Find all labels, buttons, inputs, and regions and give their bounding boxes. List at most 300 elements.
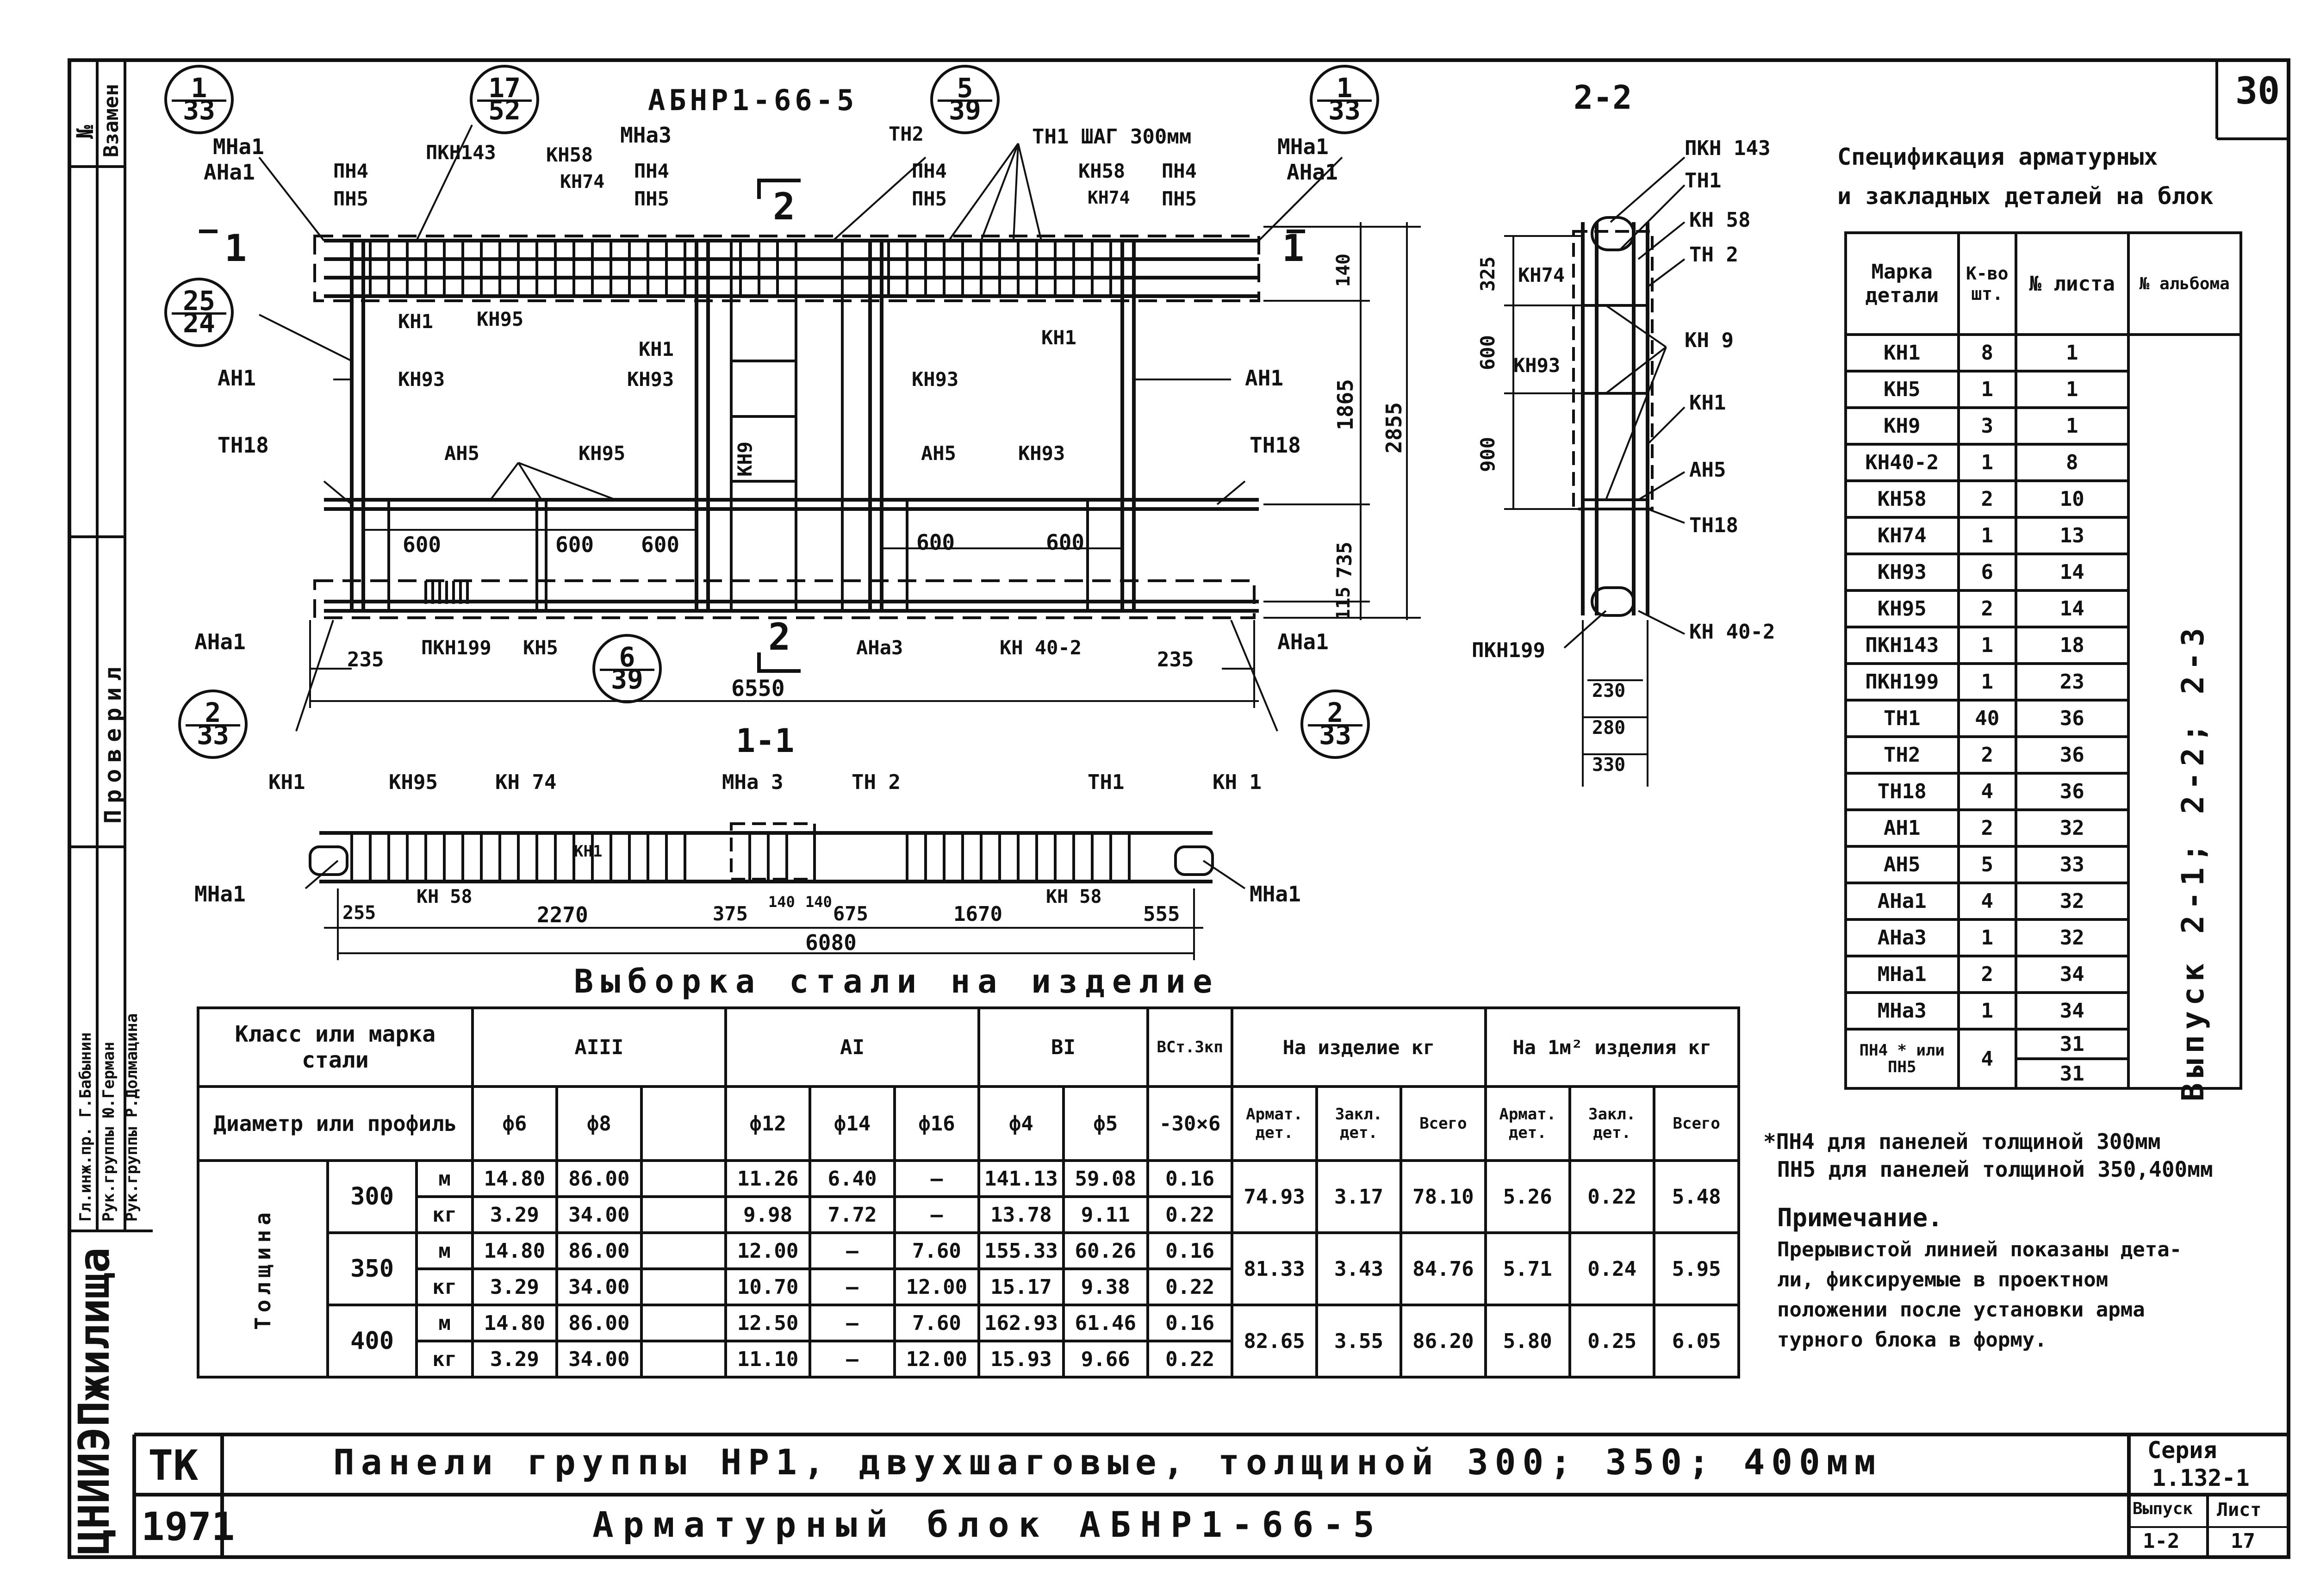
s22-dim-280: 280 — [1592, 717, 1626, 739]
spec-sheet: 34 — [2016, 993, 2128, 1029]
spec-header-album: № альбома — [2128, 233, 2241, 335]
steel-thickness-label — [198, 1161, 328, 1377]
steel-value: — — [810, 1233, 894, 1269]
label-an1-right: АН1 — [1245, 366, 1284, 391]
stamp-year: 1971 — [141, 1504, 235, 1549]
steel-unit: кг — [417, 1341, 472, 1377]
spec-qty: 3 — [1959, 408, 2016, 444]
label-an1-left: АН1 — [218, 366, 256, 391]
label-kn58-left: КН58 — [546, 143, 593, 166]
steel-value: 9.38 — [1064, 1269, 1148, 1305]
steel-thickness-text: Толщина — [250, 1208, 275, 1330]
margin-no-label: № — [72, 124, 99, 139]
spec-qty: 1 — [1959, 993, 2016, 1029]
label-pn4-mid: ПН4 — [634, 160, 669, 182]
section-mark-2-bottom: 2 — [768, 615, 791, 658]
steel-class-label: Класс или марка стали — [198, 1008, 473, 1087]
dim-140: 140 — [1333, 253, 1354, 287]
s11-dim-140b: 140 — [805, 893, 832, 911]
s11-mna1-left: МНа1 — [194, 882, 246, 907]
steel-value: 141.13 — [979, 1161, 1063, 1197]
s22-dim-325: 325 — [1476, 256, 1499, 292]
spec-mark: ПКН199 — [1846, 664, 1959, 700]
steel-value: — — [810, 1269, 894, 1305]
steel-value: 13.78 — [979, 1197, 1063, 1233]
callout-2-33-b: 2 33 — [1300, 689, 1370, 759]
steel-value: 86.00 — [557, 1305, 641, 1341]
s22-an5: АН5 — [1689, 458, 1726, 482]
label-pkn143: ПКН143 — [426, 141, 496, 164]
spec-title-1: Спецификация арматурных — [1837, 143, 2158, 170]
spec-mark: КН5 — [1846, 371, 1959, 408]
steel-value: 7.60 — [895, 1305, 979, 1341]
steel-total: 5.71 — [1486, 1233, 1570, 1305]
s11-dim-255: 255 — [342, 902, 376, 924]
steel-value: 15.93 — [979, 1341, 1063, 1377]
steel-total: 3.55 — [1317, 1305, 1401, 1377]
s11-tn1: ТН1 — [1088, 770, 1125, 794]
note-line-1: Прерывистой линией показаны дета- — [1777, 1238, 2182, 1261]
label-pn4-center: ПН4 — [912, 160, 947, 182]
spec-qty: 5 — [1959, 846, 2016, 883]
s11-dim-1670: 1670 — [953, 902, 1002, 926]
spec-qty: 2 — [1959, 737, 2016, 773]
steel-total: 5.95 — [1654, 1233, 1739, 1305]
spec-sheet: 23 — [2016, 664, 2128, 700]
spec-qty: 2 — [1959, 590, 2016, 627]
steel-diam-9: Армат. дет. — [1232, 1087, 1316, 1161]
stamp-issue: 1-2 — [2143, 1529, 2180, 1553]
callout-6-39: 6 39 — [592, 634, 662, 703]
label-tn18-right: ТН18 — [1250, 433, 1301, 458]
spec-sheet: 13 — [2016, 517, 2128, 554]
callout-1-33-b: 1 33 — [1310, 65, 1379, 134]
steel-value: 11.10 — [726, 1341, 810, 1377]
steel-value: 34.00 — [557, 1197, 641, 1233]
spec-sheet: 14 — [2016, 554, 2128, 590]
s22-dim-330: 330 — [1592, 754, 1626, 776]
label-kn58-right: КН58 — [1078, 160, 1126, 182]
label-tn18-left: ТН18 — [218, 433, 269, 458]
steel-diam-13: Закл. дет. — [1570, 1087, 1654, 1161]
spec-qty: 1 — [1959, 371, 2016, 408]
steel-total: 86.20 — [1401, 1305, 1485, 1377]
steel-total: 5.48 — [1654, 1161, 1739, 1233]
steel-total: 0.22 — [1570, 1161, 1654, 1233]
spec-sheet: 10 — [2016, 481, 2128, 517]
spec-qty: 2 — [1959, 481, 2016, 517]
steel-value: 14.80 — [473, 1161, 557, 1197]
steel-total: 81.33 — [1232, 1233, 1316, 1305]
steel-total: 78.10 — [1401, 1161, 1485, 1233]
margin-roles: Гл.инж.пр. Г.Бабынин Рук.группы Ю.Герман Рук.группы Р.Долмацина — [76, 1013, 141, 1222]
spec-sheet: 34 — [2016, 956, 2128, 993]
label-ana1-bottom-left: АНа1 — [194, 629, 246, 654]
spec-qty: 4 — [1959, 883, 2016, 919]
spec-sheet: 1 — [2016, 335, 2128, 371]
s11-dim-375: 375 — [713, 902, 748, 925]
s22-kn58: КН 58 — [1689, 208, 1751, 232]
spec-sheet: 1 — [2016, 408, 2128, 444]
steel-value — [641, 1341, 726, 1377]
spec-sheet: 36 — [2016, 700, 2128, 737]
steel-value: 6.40 — [810, 1161, 894, 1197]
label-kn93-a: КН93 — [398, 368, 445, 391]
steel-unit: кг — [417, 1269, 472, 1305]
steel-unit: кг — [417, 1197, 472, 1233]
steel-row — [198, 1161, 1739, 1197]
steel-value: 7.72 — [810, 1197, 894, 1233]
margin-zamen: Взамен — [100, 84, 123, 157]
label-kn1-b: КН1 — [639, 338, 674, 360]
steel-value: 10.70 — [726, 1269, 810, 1305]
section-mark-2-top: 2 — [773, 185, 796, 228]
spec-qty: 4 — [1959, 773, 2016, 810]
label-mna1-right: МНа1 — [1277, 134, 1329, 159]
steel-total: 84.76 — [1401, 1233, 1485, 1305]
steel-row — [198, 1233, 1739, 1269]
steel-value: 86.00 — [557, 1161, 641, 1197]
spec-mark: ТН1 — [1846, 700, 1959, 737]
spec-mark: МНа1 — [1846, 956, 1959, 993]
label-pn5-right: ПН5 — [1162, 187, 1197, 210]
dim-735: 735 — [1333, 541, 1356, 578]
steel-thickness-value: 350 — [328, 1233, 417, 1305]
spec-qty: 6 — [1959, 554, 2016, 590]
steel-total: 6.05 — [1654, 1305, 1739, 1377]
spec-title-2: и закладных деталей на блок — [1837, 183, 2214, 210]
steel-value: 12.00 — [895, 1269, 979, 1305]
label-ana1-right: АНа1 — [1287, 160, 1338, 185]
label-kn74-right: КН74 — [1088, 187, 1130, 208]
steel-value: 11.26 — [726, 1161, 810, 1197]
spec-header-qty: К-во шт. — [1959, 233, 2016, 335]
dim-600-d: 600 — [916, 530, 955, 555]
callout-17-52: 17 52 — [470, 65, 539, 134]
s11-kn1-center: КН1 — [574, 842, 603, 861]
steel-value — [641, 1233, 726, 1269]
label-kn74-left: КН74 — [560, 171, 605, 193]
spec-header-mark: Марка детали — [1846, 233, 1959, 335]
steel-value: 3.29 — [473, 1197, 557, 1233]
spec-qty: 1 — [1959, 627, 2016, 664]
label-kn1-a: КН1 — [398, 310, 433, 333]
s11-dim-555: 555 — [1143, 902, 1180, 926]
label-pn4-left: ПН4 — [333, 160, 368, 182]
callout-5-39: 5 39 — [930, 65, 1000, 134]
steel-value: 14.80 — [473, 1305, 557, 1341]
steel-thickness-value: 300 — [328, 1161, 417, 1233]
spec-qty: 2 — [1959, 956, 2016, 993]
label-kn95-a: КН95 — [477, 308, 524, 330]
label-pn5-center: ПН5 — [912, 187, 947, 210]
steel-value: — — [810, 1305, 894, 1341]
steel-group-b1: ВI — [979, 1008, 1148, 1087]
dim-600-c: 600 — [641, 532, 680, 557]
steel-value: 0.22 — [1148, 1197, 1232, 1233]
steel-value: 34.00 — [557, 1341, 641, 1377]
s11-kn74: КН 74 — [495, 770, 557, 794]
steel-diam-4: ф14 — [810, 1087, 894, 1161]
s11-dim-140a: 140 — [768, 893, 795, 911]
spec-mark: АНа1 — [1846, 883, 1959, 919]
dim-2855: 2855 — [1381, 402, 1406, 453]
steel-diam-0: ф6 — [473, 1087, 557, 1161]
s22-kn9: КН 9 — [1685, 329, 1734, 352]
spec-qty: 1 — [1959, 664, 2016, 700]
spec-mark: ТН2 — [1846, 737, 1959, 773]
steel-value: 3.29 — [473, 1269, 557, 1305]
steel-diam-11: Всего — [1401, 1087, 1485, 1161]
spec-mark: КН40-2 — [1846, 444, 1959, 481]
steel-total: 3.43 — [1317, 1233, 1401, 1305]
spec-qty: 8 — [1959, 335, 2016, 371]
s11-dim-2270: 2270 — [537, 902, 588, 927]
steel-value: 9.11 — [1064, 1197, 1148, 1233]
steel-diam-1: ф8 — [557, 1087, 641, 1161]
steel-diam-14: Всего — [1654, 1087, 1739, 1161]
dim-115: 115 — [1333, 586, 1354, 620]
steel-value: 7.60 — [895, 1233, 979, 1269]
section-mark-1-right: 1 — [1282, 227, 1305, 270]
stamp-sheet-label: Лист — [2217, 1499, 2262, 1521]
label-ana1-bottom-right: АНа1 — [1277, 629, 1329, 654]
stamp-series: 1.132-1 — [2152, 1465, 2250, 1491]
spec-header-sheet: № листа — [2016, 233, 2128, 335]
stamp-title-2: Арматурный блок АБНР1-66-5 — [592, 1504, 1384, 1545]
steel-value: 9.66 — [1064, 1341, 1148, 1377]
steel-group-a3: АIII — [473, 1008, 726, 1087]
steel-title: Выборка стали на изделие — [574, 963, 1220, 1000]
steel-value: 0.16 — [1148, 1305, 1232, 1341]
callout-2-33-a: 2 33 — [178, 689, 248, 759]
steel-value: — — [810, 1341, 894, 1377]
steel-total: 0.25 — [1570, 1305, 1654, 1377]
s11-dim-6080: 6080 — [805, 930, 857, 955]
steel-value: 60.26 — [1064, 1233, 1148, 1269]
s22-kn1: КН1 — [1689, 391, 1726, 415]
note-heading: Примечание. — [1777, 1203, 1943, 1232]
steel-value: 9.98 — [726, 1197, 810, 1233]
s11-kn58-left: КН 58 — [417, 886, 473, 907]
label-tn1-step: ТН1 ШАГ 300мм — [1032, 125, 1192, 149]
s11-dim-675: 675 — [833, 902, 868, 925]
s11-kn95: КН95 — [389, 770, 438, 794]
section-2-2-title: 2-2 — [1574, 79, 1632, 117]
footnote-pn5: ПН5 для панелей толщиной 350,400мм — [1777, 1157, 2213, 1182]
spec-mark: КН74 — [1846, 517, 1959, 554]
sheet-number: 30 — [2235, 69, 2280, 112]
steel-total: 5.80 — [1486, 1305, 1570, 1377]
section-1-1-title: 1-1 — [736, 722, 795, 760]
label-kn5: КН5 — [523, 636, 558, 659]
s22-tn1: ТН1 — [1685, 169, 1722, 193]
s11-mna1-right: МНа1 — [1250, 882, 1301, 907]
steel-group-per-m2: На 1м² изделия кг — [1486, 1008, 1739, 1087]
steel-diam-8: -30×6 — [1148, 1087, 1232, 1161]
steel-table — [197, 1006, 1740, 1379]
footnote-pn4: *ПН4 для панелей толщиной 300мм — [1763, 1129, 2161, 1154]
label-pn5-left: ПН5 — [333, 187, 368, 210]
s11-mna3: МНа 3 — [722, 770, 784, 794]
s22-dim-900: 900 — [1476, 437, 1499, 472]
margin-checked: Проверил — [100, 660, 126, 824]
dim-600-b: 600 — [555, 532, 594, 557]
spec-sheet: 36 — [2016, 773, 2128, 810]
spec-mark: МНа3 — [1846, 993, 1959, 1029]
spec-qty-pn: 4 — [1959, 1029, 2016, 1088]
steel-value: 155.33 — [979, 1233, 1063, 1269]
steel-value: 12.00 — [895, 1341, 979, 1377]
steel-value — [641, 1161, 726, 1197]
spec-mark-pn: ПН4 * или ПН5 — [1846, 1029, 1959, 1088]
steel-value: 12.50 — [726, 1305, 810, 1341]
steel-value: 86.00 — [557, 1233, 641, 1269]
spec-qty: 1 — [1959, 517, 2016, 554]
steel-value: 0.16 — [1148, 1161, 1232, 1197]
steel-value: 0.22 — [1148, 1341, 1232, 1377]
spec-sheet: 1 — [2016, 371, 2128, 408]
spec-album-vertical: Выпуск 2-1; 2-2; 2-3 — [2175, 622, 2211, 1101]
note-line-3: положении после установки арма — [1777, 1298, 2145, 1322]
s22-tn2: ТН 2 — [1689, 243, 1738, 267]
label-tn2: ТН2 — [889, 123, 924, 145]
spec-sheet: 33 — [2016, 846, 2128, 883]
steel-value: — — [895, 1161, 979, 1197]
steel-value: 61.46 — [1064, 1305, 1148, 1341]
spec-sheet: 32 — [2016, 919, 2128, 956]
label-an5-a: АН5 — [444, 442, 479, 465]
steel-total: 0.24 — [1570, 1233, 1654, 1305]
steel-value: 0.16 — [1148, 1233, 1232, 1269]
s22-tn18: ТН18 — [1689, 514, 1738, 537]
steel-value: 34.00 — [557, 1269, 641, 1305]
dim-6550: 6550 — [731, 676, 785, 702]
steel-diam-12: Армат. дет. — [1486, 1087, 1570, 1161]
spec-mark: КН58 — [1846, 481, 1959, 517]
spec-qty: 40 — [1959, 700, 2016, 737]
steel-total: 82.65 — [1232, 1305, 1316, 1377]
steel-value: 3.29 — [473, 1341, 557, 1377]
dim-1865: 1865 — [1333, 379, 1358, 430]
spec-sheet: 8 — [2016, 444, 2128, 481]
dim-235-left: 235 — [347, 648, 384, 671]
callout-1-33-a: 1 33 — [164, 65, 234, 134]
s22-pkn199: ПКН199 — [1472, 639, 1545, 662]
steel-value — [641, 1305, 726, 1341]
margin-institute: ЦНИИЭПжилища — [69, 1247, 119, 1555]
stamp-issue-label: Выпуск — [2133, 1499, 2193, 1518]
dim-600-a: 600 — [403, 532, 442, 557]
section-mark-1-left: 1 — [224, 227, 247, 270]
spec-sheet-pn5: 31 — [2016, 1059, 2128, 1088]
s11-kn1-left: КН1 — [268, 770, 305, 794]
label-an5-b: АН5 — [921, 442, 956, 465]
callout-25-24: 25 24 — [164, 278, 234, 347]
steel-group-a1: АI — [726, 1008, 979, 1087]
s11-tn2: ТН 2 — [852, 770, 901, 794]
label-kn93-d: КН93 — [1018, 442, 1065, 465]
stamp-org: ТК — [148, 1441, 199, 1490]
spec-mark: КН9 — [1846, 408, 1959, 444]
spec-mark: ТН18 — [1846, 773, 1959, 810]
steel-diam-label: Диаметр или профиль — [198, 1087, 473, 1161]
label-kn93-b: КН93 — [627, 368, 674, 391]
label-kn95-b: КН95 — [578, 442, 626, 465]
s22-pkn143: ПКН 143 — [1685, 137, 1771, 160]
s11-kn1-right: КН 1 — [1213, 770, 1262, 794]
spec-sheet: 32 — [2016, 810, 2128, 846]
s11-kn58-right: КН 58 — [1046, 886, 1102, 907]
stamp-series-label: Серия — [2147, 1437, 2217, 1464]
s22-kn93: КН93 — [1513, 354, 1561, 377]
spec-mark: КН93 — [1846, 554, 1959, 590]
steel-thickness-value: 400 — [328, 1305, 417, 1377]
spec-qty: 1 — [1959, 919, 2016, 956]
label-kn9: КН9 — [734, 441, 756, 477]
label-ana3: АНа3 — [856, 636, 903, 659]
note-line-4: турного блока в форму. — [1777, 1328, 2047, 1352]
spec-qty: 1 — [1959, 444, 2016, 481]
steel-diam-6: ф4 — [979, 1087, 1063, 1161]
spec-mark: АН1 — [1846, 810, 1959, 846]
steel-value: 14.80 — [473, 1233, 557, 1269]
s22-dim-230: 230 — [1592, 680, 1626, 702]
steel-value: 0.22 — [1148, 1269, 1232, 1305]
label-pn5-mid: ПН5 — [634, 187, 669, 210]
label-ana1-left: АНа1 — [204, 160, 255, 185]
spec-sheet: 36 — [2016, 737, 2128, 773]
steel-value: 15.17 — [979, 1269, 1063, 1305]
spec-mark: АН5 — [1846, 846, 1959, 883]
spec-mark: ПКН143 — [1846, 627, 1959, 664]
label-kn93-c: КН93 — [912, 368, 959, 391]
label-mna3: МНа3 — [620, 123, 672, 148]
dim-235-right: 235 — [1157, 648, 1194, 671]
label-pn4-right: ПН4 — [1162, 160, 1197, 182]
steel-total: 3.17 — [1317, 1161, 1401, 1233]
spec-sheet: 14 — [2016, 590, 2128, 627]
steel-value: 59.08 — [1064, 1161, 1148, 1197]
steel-diam-2 — [641, 1087, 726, 1161]
label-kn40-2: КН 40-2 — [1000, 636, 1082, 659]
steel-total: 74.93 — [1232, 1161, 1316, 1233]
steel-diam-5: ф16 — [895, 1087, 979, 1161]
spec-mark: КН95 — [1846, 590, 1959, 627]
stamp-title-1: Панели группы НР1, двухшаговые, толщиной 300; 350; 400мм — [333, 1441, 1882, 1483]
spec-sheet: 18 — [2016, 627, 2128, 664]
s22-kn40-2: КН 40-2 — [1689, 620, 1775, 644]
label-kn1-c: КН1 — [1041, 326, 1076, 349]
s22-dim-600: 600 — [1476, 335, 1499, 370]
steel-diam-3: ф12 — [726, 1087, 810, 1161]
stamp-sheet: 17 — [2231, 1529, 2255, 1553]
spec-sheet: 32 — [2016, 883, 2128, 919]
steel-unit: м — [417, 1161, 472, 1197]
steel-row — [198, 1305, 1739, 1341]
spec-mark: КН1 — [1846, 335, 1959, 371]
dim-600-e: 600 — [1046, 530, 1085, 555]
steel-group-per-item: На изделие кг — [1232, 1008, 1485, 1087]
spec-mark: АНа3 — [1846, 919, 1959, 956]
steel-diam-7: ф5 — [1064, 1087, 1148, 1161]
label-mna1-left: МНа1 — [213, 134, 264, 159]
steel-unit: м — [417, 1305, 472, 1341]
main-view-title: АБНР1-66-5 — [648, 83, 858, 117]
steel-value: 12.00 — [726, 1233, 810, 1269]
steel-value: — — [895, 1197, 979, 1233]
spec-row — [1846, 335, 2241, 371]
